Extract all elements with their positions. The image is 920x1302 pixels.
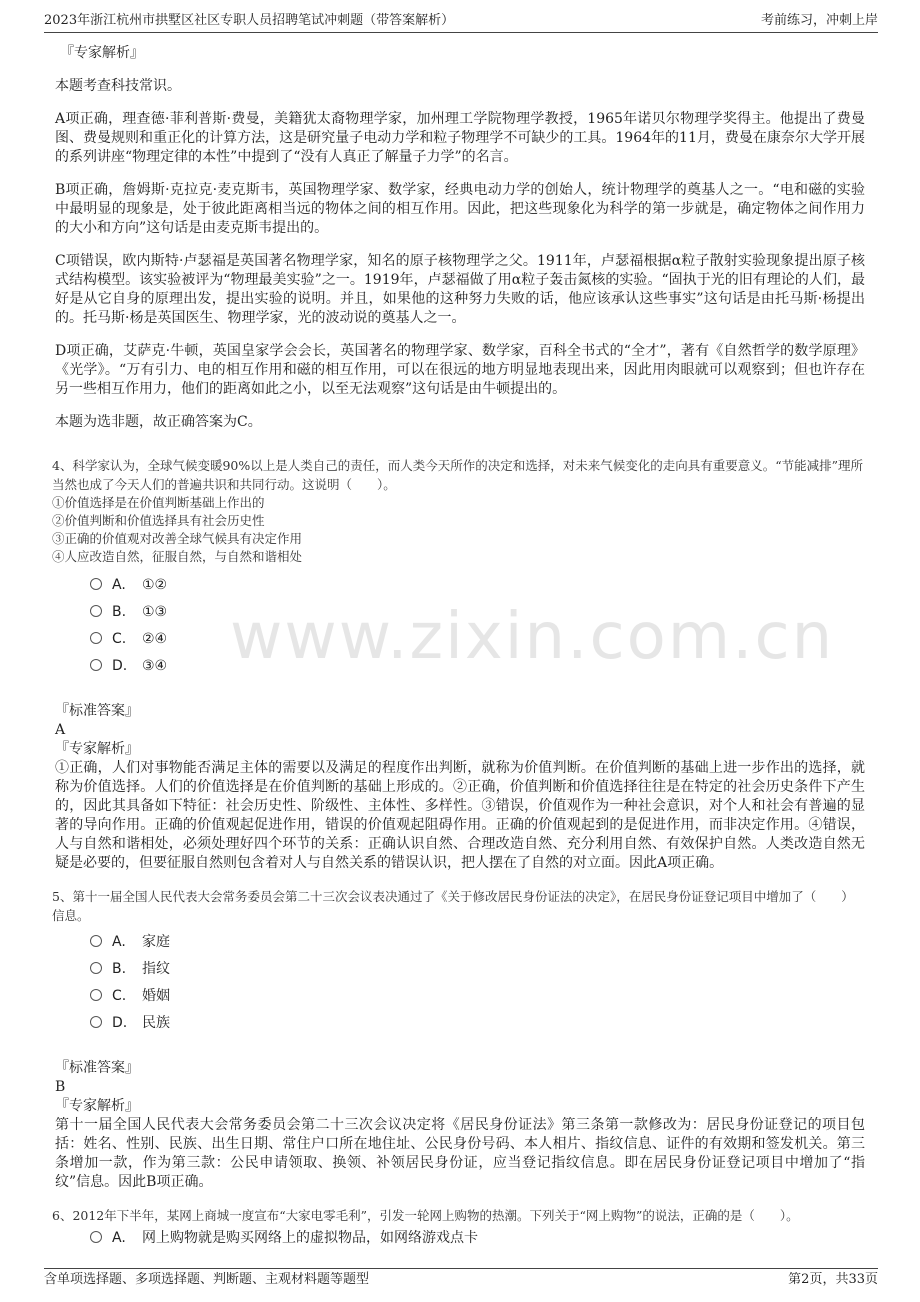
expert-analysis-label: 『专家解析』 (55, 1098, 139, 1114)
analysis-option-d: D项正确，艾萨克·牛顿，英国皇家学会会长，英国著名的物理学家、数学家，百科全书式的“全才”，著有《自然哲学的数学原理》《光学》。“万有引力、电的相互作用和磁的相互作用，可以在很远的地方明显地表现出来，因此用肉眼就可以观察到；但也许存在另一些相互作用力，他们的距离如此之小，以至无法观察”这句话是由牛顿提出的。 (55, 343, 865, 397)
question-6 (52, 1206, 865, 1252)
radio-icon[interactable] (90, 632, 102, 644)
choice-a[interactable]: A. 家庭 (90, 929, 865, 956)
choice-b[interactable]: B. 指纹 (90, 956, 865, 983)
analysis-option-a: A项正确，理查德·菲利普斯·费曼，美籍犹太裔物理学家，加州理工学院物理学教授，1965年诺贝尔物理学奖得主。他提出了费曼图、费曼规则和重正化的计算方法，这是研究量子电动力学和粒子物理学不可缺少的工具。1964年的11月，费曼在康奈尔大学开展的系列讲座“物理定律的本性”中提到了“没有人真正了解量子力学”的名言。 (55, 111, 865, 165)
header-slogan: 考前练习，冲刺上岸 (760, 13, 878, 28)
question-stem: 6、2012年下半年，某网上商城一度宣布“大家电零毛利”，引发一轮网上购物的热潮。下列关于“网上购物”的说法，正确的是（ ）。 (52, 1208, 799, 1223)
choice-a[interactable]: A. 网上购物就是购买网络上的虚拟物品，如网络游戏点卡 (90, 1225, 865, 1252)
standard-answer-label: 『标准答案』 (55, 1060, 139, 1076)
choice-d[interactable]: D. 民族 (90, 1010, 865, 1037)
analysis-text: ①正确，人们对事物能否满足主体的需要以及满足的程度作出判断，就称为价值判断。在价值判断的基础上进一步作出的选择，就称为价值选择。人们的价值选择是在价值判断的基础上形成的。②正确，价值判断和价值选择往往是在特定的社会历史条件下产生的，因此其具备如下特征：社会历史性、阶级性、主体性、多样性。③错误，价值观作为一种社会意识，对个人和社会有普遍的显著的导向作用。正确的价值观起促进作用，错误的价值观起阻碍作用。正确的价值观起到的是促进作用，而非决定作用。④错误，人与自然和谐相处，必须处理好四个环节的关系：正确认识自然、合理改造自然、充分利用自然、有效保护自然。人类改造自然无疑是必要的，但要征服自然则包含着对人与自然关系的错误认识，把人摆在了自然的对立面。因此A项正确。 (55, 760, 865, 871)
analysis-text: 第十一届全国人民代表大会常务委员会第二十三次会议决定将《居民身份证法》第三条第一款修改为：居民身份证登记的项目包括：姓名、性别、民族、出生日期、常住户口所在地住址、公民身份号码、本人相片、指纹信息、证件的有效期和签发机关。第三条增加一款，作为第三款：公民申请领取、换领、补领居民身份证，应当登记指纹信息。即在居民身份证登记项目中增加了“指纹”信息。因此B项正确。 (55, 1117, 865, 1190)
watermark: www.zixin.com.cn (230, 600, 835, 674)
statement: ①价值选择是在价值判断基础上作出的 (52, 495, 265, 510)
page-number: 第2页，共33页 (788, 1272, 878, 1287)
question-5 (52, 887, 865, 1192)
radio-icon[interactable] (90, 578, 102, 590)
radio-icon[interactable] (90, 1016, 102, 1028)
header-title: 2023年浙江杭州市拱墅区社区专职人员招聘笔试冲刺题（带答案解析） (44, 13, 455, 28)
expert-analysis-label: 『专家解析』 (55, 741, 139, 757)
standard-answer-label: 『标准答案』 (55, 703, 139, 719)
question-stem: 4、科学家认为，全球气候变暖90%以上是人类自己的责任，而人类今天所作的决定和选择，对未来气候变化的走向具有重要意义。“节能减排”理所当然也成了今天人们的普遍共识和共同行动。这说明（ ）。 (52, 458, 864, 492)
analysis-conclusion: 本题为选非题，故正确答案为C。 (55, 414, 262, 430)
question-4 (52, 456, 865, 873)
choice-d[interactable]: D. ③④ (90, 653, 865, 680)
analysis-option-b: B项正确，詹姆斯·克拉克·麦克斯韦，英国物理学家、数学家，经典电动力学的创始人，统计物理学的奠基人之一。“电和磁的实验中最明显的现象是，处于彼此距离相当远的物体之间的相互作用。因此，把这些现象化为科学的第一步就是，确定物体之间作用力的大小和方向”这句话是由麦克斯韦提出的。 (55, 182, 865, 236)
standard-answer: A (55, 722, 66, 738)
choice-a[interactable]: A. ①② (90, 572, 865, 599)
radio-icon[interactable] (90, 935, 102, 947)
radio-icon[interactable] (90, 962, 102, 974)
radio-icon[interactable] (90, 989, 102, 1001)
footer-note: 含单项选择题、多项选择题、判断题、主观材料题等题型 (44, 1272, 370, 1287)
page-footer (44, 1268, 878, 1291)
page-header (44, 10, 878, 33)
radio-icon[interactable] (90, 659, 102, 671)
standard-answer: B (55, 1079, 66, 1095)
statement: ④人应改造自然，征服自然，与自然和谐相处 (52, 549, 303, 564)
page-content (52, 44, 865, 1252)
statement: ③正确的价值观对改善全球气候具有决定作用 (52, 531, 303, 546)
radio-icon[interactable] (90, 605, 102, 617)
analysis-option-c: C项错误，欧内斯特·卢瑟福是英国著名物理学家，知名的原子核物理学之父。1911年，卢瑟福根据α粒子散射实验现象提出原子核式结构模型。该实验被评为“物理最美实验”之一。1919年，卢瑟福做了用α粒子轰击氮核的实验。“固执于光的旧有理论的人们，最好是从它自身的原理出发，提出实验的说明。并且，如果他的这种努力失败的话，他应该承认这些事实”这句话是由托马斯·杨提出的。托马斯·杨是英国医生、物理学家，光的波动说的奠基人之一。 (55, 253, 865, 326)
choice-b[interactable]: B. ①③ (90, 599, 865, 626)
analysis-intro: 本题考查科技常识。 (55, 78, 181, 94)
expert-analysis-label: 『专家解析』 (60, 45, 144, 61)
choice-c[interactable]: C. 婚姻 (90, 983, 865, 1010)
choice-c[interactable]: C. ②④ (90, 626, 865, 653)
radio-icon[interactable] (90, 1231, 102, 1243)
question-stem: 5、第十一届全国人民代表大会常务委员会第二十三次会议表决通过了《关于修改居民身份证法的决定》，在居民身份证登记项目中增加了（ ）信息。 (52, 889, 854, 923)
statement: ②价值判断和价值选择具有社会历史性 (52, 513, 265, 528)
